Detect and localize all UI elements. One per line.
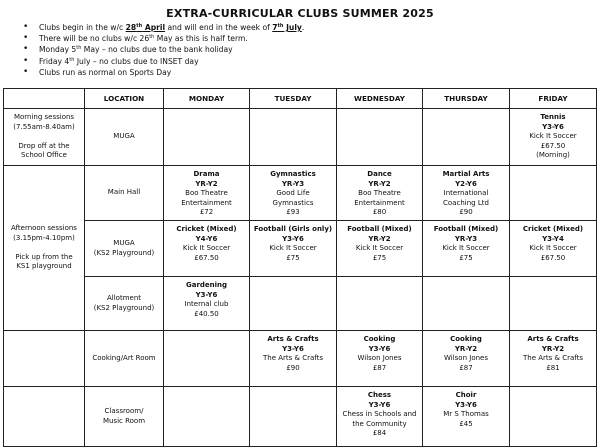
note-text: Friday 4 (39, 56, 70, 66)
location-cell (85, 387, 164, 447)
row-morning-muga (4, 109, 597, 166)
empty-cell (510, 387, 597, 447)
club-price: £90 (286, 363, 300, 372)
club-price: £81 (546, 363, 560, 372)
club-provider: Boo Theatre (358, 189, 401, 198)
club-price: £72 (199, 208, 214, 217)
club-years: Y3-Y6 (282, 234, 304, 243)
club-name: Arts & Crafts (267, 335, 319, 343)
header-friday: FRIDAY (510, 89, 597, 109)
row-allotment (4, 277, 597, 331)
club-name: Martial Arts (442, 170, 490, 178)
club-provider: Mr S Thomas (443, 410, 489, 419)
club-price: £75 (459, 253, 473, 262)
club-cell (510, 221, 597, 277)
club-price: £80 (372, 208, 387, 217)
club-price: £84 (372, 429, 387, 438)
drop-off-place: School Office (21, 151, 67, 160)
club-name: Dance (367, 170, 392, 178)
start-date (126, 23, 165, 32)
row-cooking-room (4, 331, 597, 387)
location-name: Classroom/ (104, 406, 144, 415)
club-cell (164, 221, 250, 277)
club-price: £75 (372, 253, 387, 262)
header-location: LOCATION (85, 89, 164, 109)
club-cell (250, 331, 337, 387)
row-muga (4, 221, 597, 277)
empty-cell (250, 109, 337, 166)
header-row (4, 89, 597, 109)
club-provider: Kick It Soccer (442, 244, 490, 253)
header-blank (4, 89, 85, 109)
end-date (272, 23, 305, 32)
club-provider: Coaching Ltd (443, 198, 489, 207)
note-text: Monday 5 (39, 45, 77, 55)
end-day: 7 (272, 23, 278, 32)
club-name: Tennis (540, 113, 566, 121)
empty-cell (423, 109, 510, 166)
club-provider: the Community (352, 419, 407, 428)
club-provider: Kick It Soccer (355, 244, 404, 253)
club-name: Choir (455, 391, 477, 399)
club-years: YR-Y2 (195, 179, 218, 188)
club-price: £87 (372, 363, 387, 372)
session-time: (7.55am-8.40am) (13, 122, 75, 131)
club-price: £90 (459, 208, 473, 217)
club-price: £87 (459, 363, 473, 372)
location-detail: (KS2 Playground) (93, 248, 155, 257)
club-cell (423, 331, 510, 387)
club-years: Y3-Y6 (195, 290, 218, 299)
pick-up-place: KS1 playground (16, 262, 72, 271)
club-provider: Kick It Soccer (529, 244, 577, 253)
drop-off-note: Drop off at the (18, 141, 70, 150)
location-cell: MUGA (85, 109, 164, 166)
club-provider: Kick It Soccer (182, 244, 231, 253)
club-years: YR-Y2 (368, 179, 391, 188)
club-price: £93 (286, 208, 300, 217)
location-cell (85, 221, 164, 277)
club-name: Cricket (Mixed) (176, 225, 237, 233)
note-text: There will be no clubs w/c 26 (39, 34, 150, 44)
ordinal: th (136, 23, 143, 29)
club-provider: Entertainment (354, 198, 405, 207)
empty-cell (510, 166, 597, 221)
spacer (6, 133, 82, 142)
note-bank-holiday (23, 44, 304, 55)
empty-cell (337, 277, 423, 331)
club-name: Gardening (185, 281, 228, 289)
club-price: £40.50 (194, 309, 219, 318)
club-name: Cooking (363, 335, 396, 343)
location-cell (85, 277, 164, 331)
session-name: Morning sessions (13, 113, 75, 122)
club-years: YR-Y2 (368, 234, 391, 243)
club-provider: Kick It Soccer (269, 244, 317, 253)
club-provider: Gymnastics (272, 198, 314, 207)
club-provider: Internal club (184, 300, 229, 309)
row-classroom (4, 387, 597, 447)
club-name: Gymnastics (270, 170, 316, 178)
club-name: Football (Girls only) (253, 225, 333, 233)
club-cell (423, 387, 510, 447)
club-name: Drama (193, 170, 220, 178)
club-provider: International (443, 189, 489, 198)
club-name: Chess (367, 391, 392, 399)
note-text: Clubs begin in the w/c (39, 23, 126, 32)
club-years: YR-Y3 (281, 179, 305, 188)
notes-list (23, 22, 304, 78)
start-day: 28 (125, 23, 137, 32)
club-name: Cooking (450, 335, 482, 343)
empty-cell (164, 387, 250, 447)
location-cell: Cooking/Art Room (85, 331, 164, 387)
note-text: . (301, 23, 305, 32)
end-month: July (283, 23, 302, 32)
club-years: Y3-Y6 (368, 344, 391, 353)
note-text: May – no clubs due to the bank holiday (81, 45, 233, 55)
club-cell (337, 387, 423, 447)
spacer (6, 244, 82, 253)
club-provider: Boo Theatre (185, 189, 228, 198)
empty-cell (4, 331, 85, 387)
club-price: £67.50 (194, 253, 219, 262)
club-years: YR-Y2 (541, 344, 565, 353)
note-half-term (23, 33, 304, 44)
note-sports-day: • Clubs run as normal on Sports Day (23, 67, 304, 78)
empty-cell (337, 109, 423, 166)
club-provider: The Arts & Crafts (523, 354, 583, 363)
club-price: £75 (286, 253, 300, 262)
header-thursday: THURSDAY (423, 89, 510, 109)
afternoon-session-label (4, 166, 85, 331)
club-years: Y2-Y6 (455, 179, 477, 188)
club-provider: Wilson Jones (444, 354, 488, 363)
note-text: July – no clubs due to INSET day (74, 56, 199, 66)
club-years: Y3-Y6 (542, 122, 564, 131)
club-provider: Chess in Schools and (342, 410, 417, 419)
empty-cell (250, 277, 337, 331)
header-monday: MONDAY (164, 89, 250, 109)
empty-cell (164, 109, 250, 166)
club-cell (423, 166, 510, 221)
club-years: Y4-Y6 (195, 234, 218, 243)
row-main-hall (4, 166, 597, 221)
club-provider: Good Life (276, 189, 310, 198)
club-provider: Entertainment (181, 198, 232, 207)
club-provider: The Arts & Crafts (263, 354, 323, 363)
club-years: Y3-Y6 (455, 400, 477, 409)
club-years: YR-Y3 (454, 234, 478, 243)
club-years: Y3-Y6 (368, 400, 391, 409)
club-provider: Wilson Jones (357, 354, 402, 363)
session-name: Afternoon sessions (11, 224, 77, 233)
club-cell (510, 109, 597, 166)
club-name: Football (Mixed) (347, 225, 412, 233)
club-name: Arts & Crafts (527, 335, 579, 343)
club-years: Y3-Y4 (542, 234, 564, 243)
location-detail: Music Room (102, 416, 146, 425)
club-cell (250, 166, 337, 221)
note-text: and will end in the week of (165, 23, 273, 32)
club-cell (164, 166, 250, 221)
club-years: Y3-Y6 (282, 344, 304, 353)
club-note: (Morning) (536, 151, 570, 160)
club-price: £45 (459, 419, 473, 428)
note-dates (23, 22, 304, 33)
location-name: MUGA (113, 238, 135, 247)
empty-cell (164, 331, 250, 387)
page-title: EXTRA-CURRICULAR CLUBS SUMMER 2025 (166, 7, 434, 20)
session-time: (3.15pm-4.10pm) (13, 233, 75, 242)
clubs-timetable (3, 88, 597, 447)
club-cell (337, 221, 423, 277)
pick-up-note: Pick up from the (15, 252, 73, 261)
location-name: Allotment (106, 293, 141, 302)
club-years: YR-Y2 (454, 344, 478, 353)
start-month: April (142, 23, 166, 32)
empty-cell (250, 387, 337, 447)
club-name: Cricket (Mixed) (522, 225, 584, 233)
club-cell (164, 277, 250, 331)
club-cell (337, 166, 423, 221)
location-detail: (KS2 Playground) (93, 303, 155, 312)
club-cell (510, 331, 597, 387)
empty-cell (423, 277, 510, 331)
note-inset (23, 56, 304, 67)
club-name: Football (Mixed) (433, 225, 499, 233)
ordinal: th (76, 45, 82, 52)
morning-session-label (4, 109, 85, 166)
club-cell (250, 221, 337, 277)
ordinal: th (149, 34, 155, 41)
club-price: £67.50 (540, 253, 566, 262)
ordinal: th (69, 56, 75, 63)
club-price: £67.50 (540, 141, 566, 150)
club-cell (337, 331, 423, 387)
ordinal: th (277, 23, 284, 29)
header-tuesday: TUESDAY (250, 89, 337, 109)
header-wednesday: WEDNESDAY (337, 89, 423, 109)
note-text: May as this is half term. (154, 34, 248, 44)
location-cell: Main Hall (85, 166, 164, 221)
club-cell (423, 221, 510, 277)
club-provider: Kick It Soccer (529, 132, 577, 141)
empty-cell (4, 387, 85, 447)
empty-cell (510, 277, 597, 331)
